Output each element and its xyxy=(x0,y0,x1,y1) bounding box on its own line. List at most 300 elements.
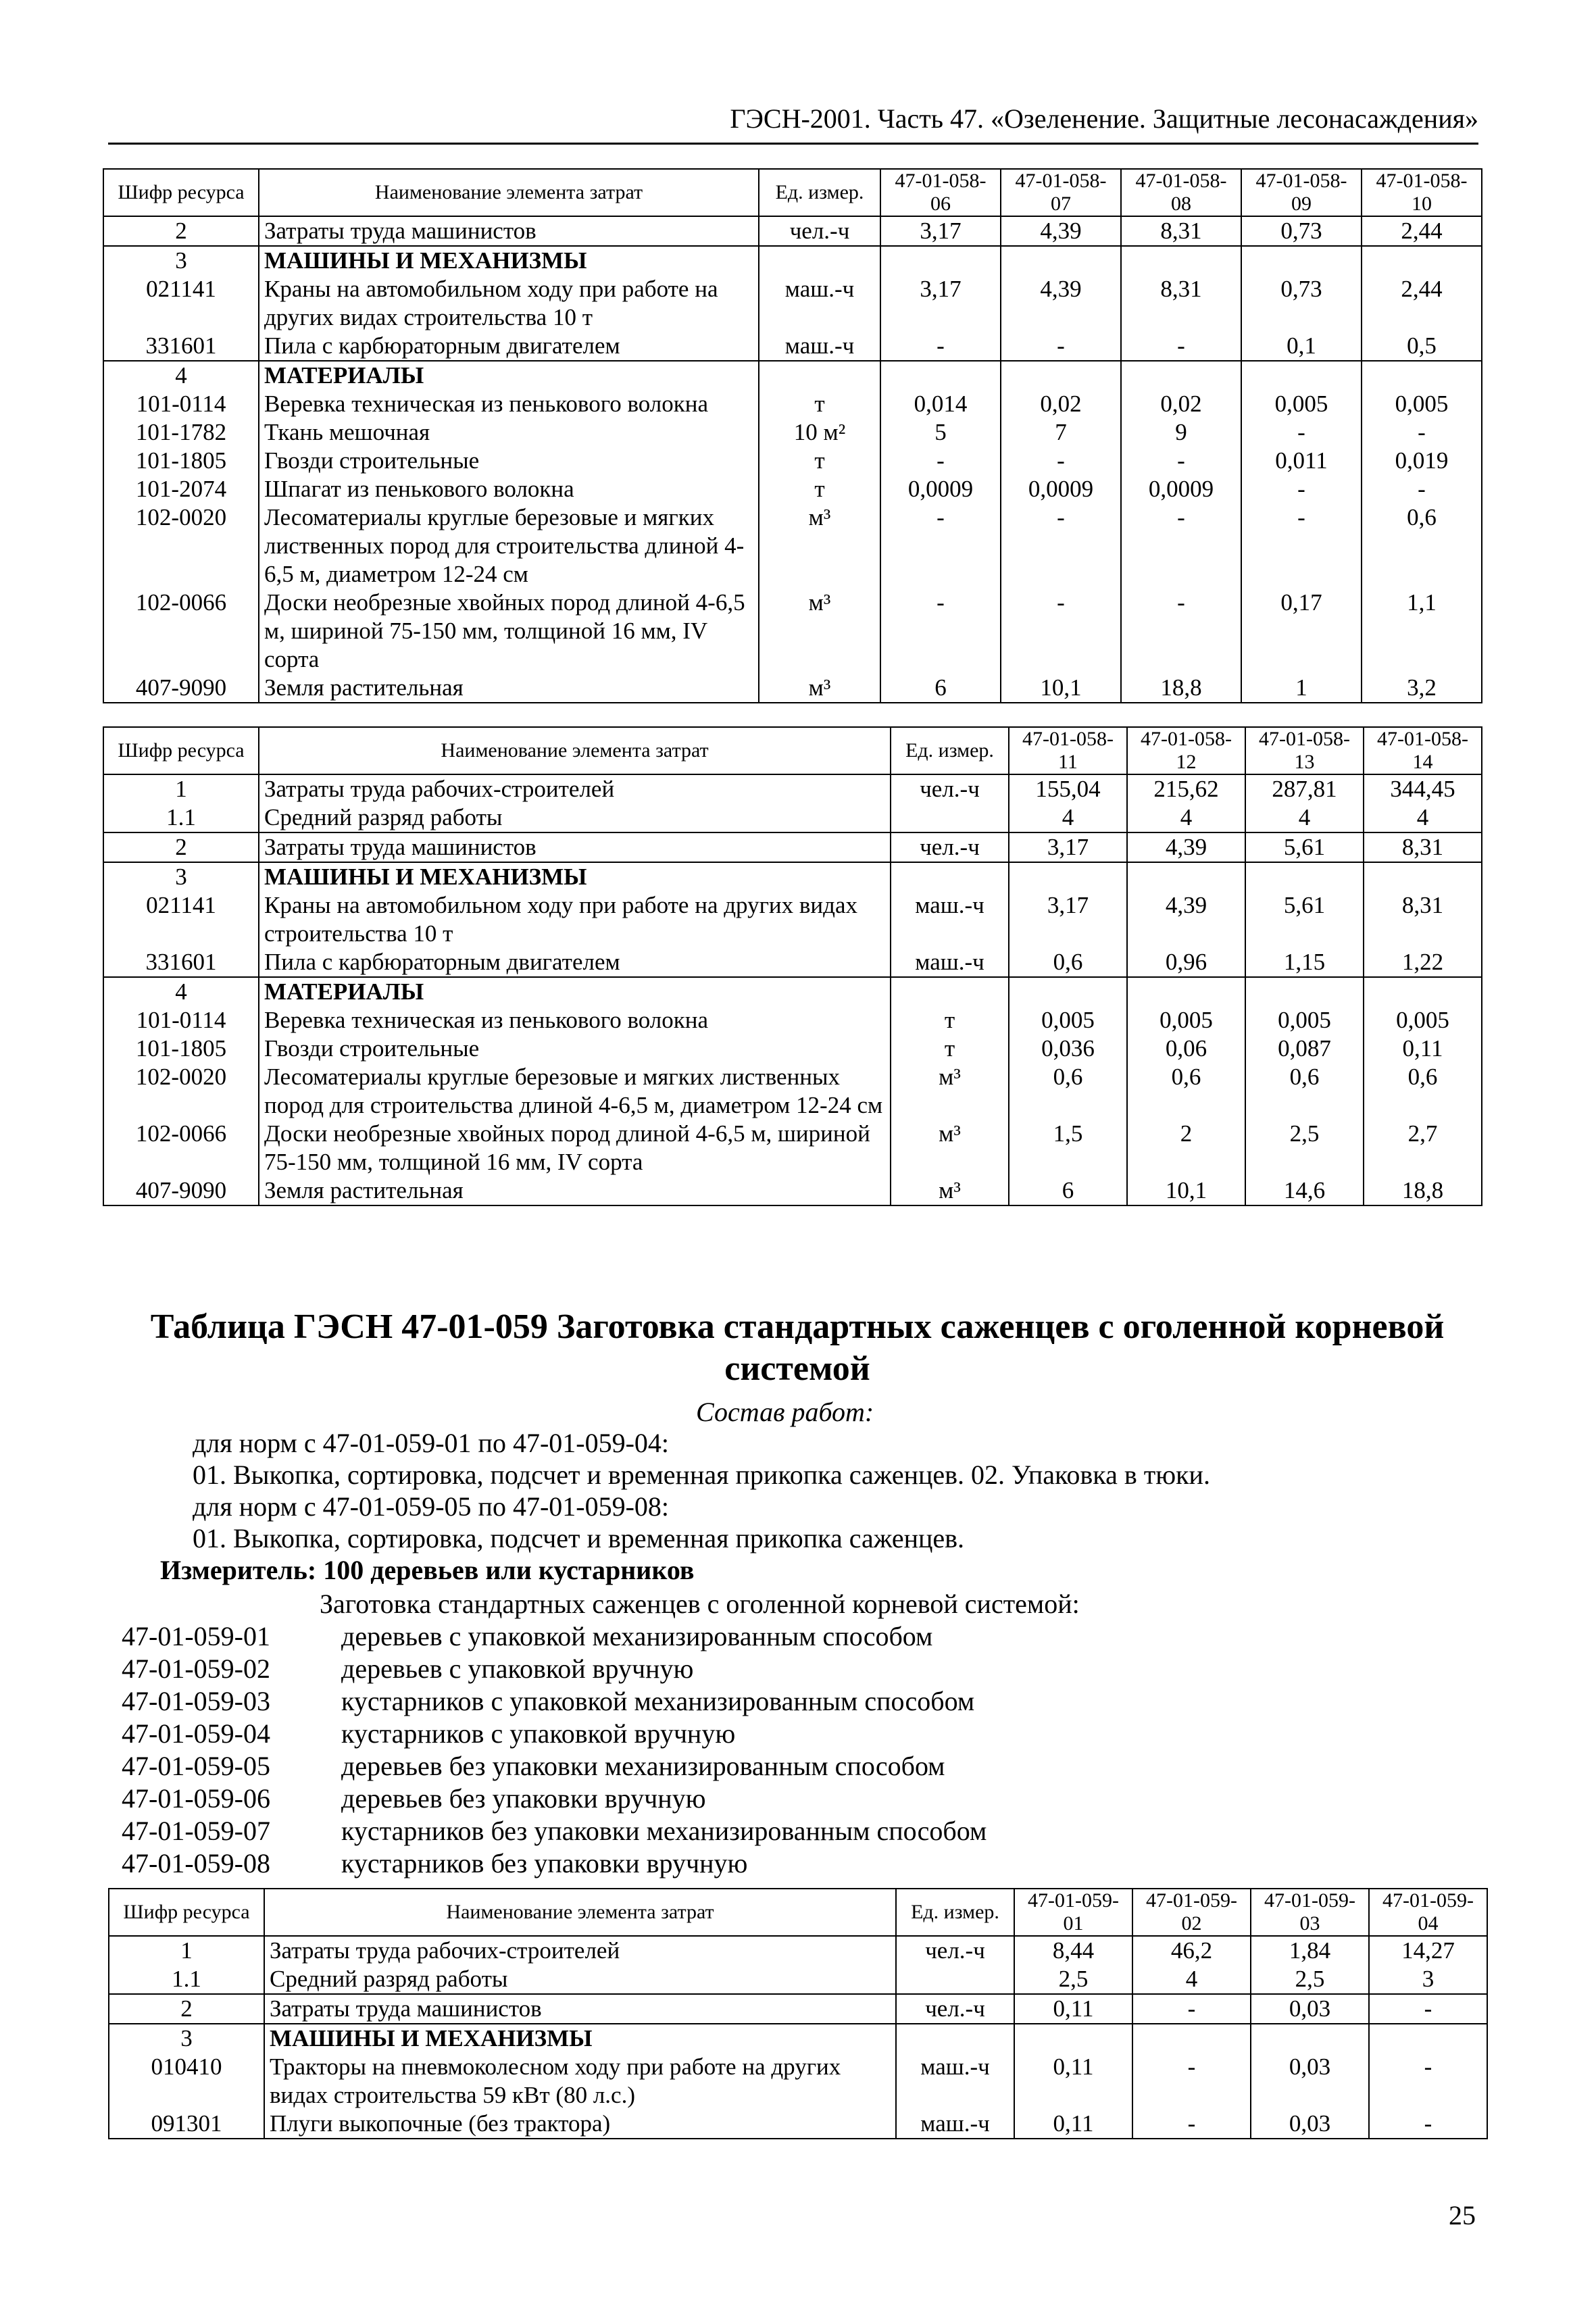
variant-desc: кустарников с упаковкой механизированным способом xyxy=(341,1686,975,1716)
norm-value-cell: 344,45 xyxy=(1364,774,1482,803)
cost-element-name-cell: Затраты труда машинистов xyxy=(259,216,759,246)
table-row xyxy=(109,2024,1487,2053)
table-row xyxy=(103,774,1482,803)
table-row xyxy=(103,475,1482,503)
unit-cell: м³ xyxy=(759,503,880,589)
norm-value-cell: 0,6 xyxy=(1127,1063,1245,1120)
variant-code: 47-01-059-03 xyxy=(122,1686,270,1716)
norm-value-cell: 287,81 xyxy=(1245,774,1364,803)
cost-element-name-cell: МАШИНЫ И МЕХАНИЗМЫ xyxy=(259,246,759,275)
norm-value-cell: - xyxy=(880,503,1001,589)
norm-value-cell: 5,61 xyxy=(1245,891,1364,948)
norm-value-cell: 14,27 xyxy=(1369,1936,1487,1965)
variants-title: Заготовка стандартных саженцев с оголенной корневой системой: xyxy=(320,1589,1080,1619)
norm-value-cell xyxy=(880,246,1001,275)
table-row xyxy=(103,332,1482,361)
unit-cell: маш.-ч xyxy=(759,275,880,332)
norm-value-cell: 5 xyxy=(880,418,1001,447)
norm-value-cell: 0,73 xyxy=(1241,275,1362,332)
norm-value-cell: 8,31 xyxy=(1364,891,1482,948)
norm-value-cell: 0,005 xyxy=(1245,1006,1364,1035)
cost-element-name-cell: Средний разряд работы xyxy=(264,1965,896,1994)
composition-title: Состав работ: xyxy=(696,1397,874,1427)
cost-element-name-cell: Краны на автомобильном ходу при работе на других видах строительства 10 т xyxy=(259,891,891,948)
variant-code: 47-01-059-02 xyxy=(122,1653,270,1684)
norm-value-cell: 1 xyxy=(1241,674,1362,703)
norm-value-cell: - xyxy=(1369,2110,1487,2139)
unit-cell: чел.-ч xyxy=(896,1994,1014,2024)
cost-element-name-cell: МАТЕРИАЛЫ xyxy=(259,361,759,390)
norm-value-cell: 2,44 xyxy=(1362,216,1482,246)
resource-code-cell: 1 xyxy=(109,1936,264,1965)
table-row xyxy=(103,503,1482,589)
unit-cell: т xyxy=(891,1006,1009,1035)
norm-value-cell: 2,44 xyxy=(1362,275,1482,332)
norm-value-cell: 5,61 xyxy=(1245,832,1364,862)
resource-code-cell: 4 xyxy=(103,977,259,1006)
unit-cell: т xyxy=(891,1035,1009,1063)
resource-code-cell: 3 xyxy=(109,2024,264,2053)
norm-value-cell: 18,8 xyxy=(1364,1176,1482,1205)
unit-cell: м³ xyxy=(891,1176,1009,1205)
norm-value-cell: 3 xyxy=(1369,1965,1487,1994)
norm-value-cell: 8,31 xyxy=(1121,275,1241,332)
table-row xyxy=(103,674,1482,703)
norm-value-cell: 14,6 xyxy=(1245,1176,1364,1205)
norm-value-cell: 0,06 xyxy=(1127,1035,1245,1063)
resource-code-cell: 091301 xyxy=(109,2110,264,2139)
norm-value-cell: - xyxy=(880,332,1001,361)
norm-value-cell: 0,6 xyxy=(1009,1063,1127,1120)
norm-value-cell: 0,6 xyxy=(1009,948,1127,977)
column-header: 47-01-058-12 xyxy=(1127,727,1245,774)
norm-value-cell: 0,005 xyxy=(1364,1006,1482,1035)
resource-code-cell: 407-9090 xyxy=(103,1176,259,1205)
cost-element-name-cell: Средний разряд работы xyxy=(259,803,891,832)
column-header: 47-01-059-02 xyxy=(1132,1889,1251,1936)
unit-cell: чел.-ч xyxy=(896,1936,1014,1965)
norm-value-cell: 4,39 xyxy=(1127,832,1245,862)
table-row xyxy=(103,832,1482,862)
table-row xyxy=(103,862,1482,891)
variant-desc: кустарников без упаковки вручную xyxy=(341,1848,748,1878)
norm-value-cell: - xyxy=(1001,332,1121,361)
norm-value-cell: - xyxy=(1362,418,1482,447)
norm-value-cell: 4,39 xyxy=(1127,891,1245,948)
norm-value-cell: 0,1 xyxy=(1241,332,1362,361)
table-row xyxy=(103,275,1482,332)
cost-element-name-cell: МАШИНЫ И МЕХАНИЗМЫ xyxy=(264,2024,896,2053)
table-row xyxy=(103,1035,1482,1063)
norm-value-cell: 0,5 xyxy=(1362,332,1482,361)
norm-value-cell xyxy=(1132,2024,1251,2053)
table-row xyxy=(103,361,1482,390)
cost-element-name-cell: Земля растительная xyxy=(259,674,759,703)
norm-value-cell: - xyxy=(1241,503,1362,589)
norm-value-cell xyxy=(1009,977,1127,1006)
norm-value-cell: 4 xyxy=(1127,803,1245,832)
norm-value-cell: 1,5 xyxy=(1009,1120,1127,1176)
table-row xyxy=(103,948,1482,977)
norm-value-cell xyxy=(1009,862,1127,891)
norm-value-cell: 215,62 xyxy=(1127,774,1245,803)
cost-element-name-cell: Земля растительная xyxy=(259,1176,891,1205)
resource-code-cell: 102-0066 xyxy=(103,589,259,674)
cost-element-name-cell: Тракторы на пневмоколесном ходу при работе на других видах строительства 59 кВт (80 л.с.) xyxy=(264,2053,896,2110)
cost-element-name-cell: Затраты труда рабочих-строителей xyxy=(259,774,891,803)
norm-value-cell: - xyxy=(1362,475,1482,503)
resource-code-cell: 101-1782 xyxy=(103,418,259,447)
cost-element-name-cell: Шпагат из пенькового волокна xyxy=(259,475,759,503)
header-rule xyxy=(108,143,1478,145)
table-row xyxy=(103,418,1482,447)
unit-cell xyxy=(759,246,880,275)
variant-desc: деревьев без упаковки вручную xyxy=(341,1783,706,1814)
norm-value-cell: 0,6 xyxy=(1362,503,1482,589)
norm-value-cell xyxy=(1001,246,1121,275)
column-header: Ед. измер. xyxy=(896,1889,1014,1936)
cost-element-name-cell: Веревка техническая из пенькового волокна xyxy=(259,390,759,418)
norm-value-cell: 2,7 xyxy=(1364,1120,1482,1176)
norm-value-cell xyxy=(1127,862,1245,891)
unit-cell: т xyxy=(759,447,880,475)
norm-value-cell: 18,8 xyxy=(1121,674,1241,703)
column-header: Наименование элемента затрат xyxy=(259,169,759,216)
norm-value-cell: 1,22 xyxy=(1364,948,1482,977)
column-header: Ед. измер. xyxy=(891,727,1009,774)
cost-element-name-cell: Затраты труда машинистов xyxy=(264,1994,896,2024)
column-header: 47-01-058-08 xyxy=(1121,169,1241,216)
norm-value-cell: 3,17 xyxy=(880,275,1001,332)
norm-value-cell: 0,036 xyxy=(1009,1035,1127,1063)
cost-element-name-cell: Затраты труда машинистов xyxy=(259,832,891,862)
resource-code-cell: 102-0066 xyxy=(103,1120,259,1176)
norm-value-cell: 10,1 xyxy=(1001,674,1121,703)
norm-value-cell: 0,96 xyxy=(1127,948,1245,977)
unit-cell: м³ xyxy=(759,674,880,703)
resource-code-cell: 101-0114 xyxy=(103,1006,259,1035)
variant-desc: кустарников с упаковкой вручную xyxy=(341,1718,736,1749)
norm-value-cell: 0,02 xyxy=(1001,390,1121,418)
norm-value-cell: 2 xyxy=(1127,1120,1245,1176)
resource-code-cell: 1 xyxy=(103,774,259,803)
norm-value-cell xyxy=(1245,862,1364,891)
norm-value-cell: - xyxy=(1132,2053,1251,2110)
norm-value-cell: 3,17 xyxy=(1009,891,1127,948)
table-row xyxy=(103,1006,1482,1035)
unit-cell: 10 м² xyxy=(759,418,880,447)
resource-code-cell: 2 xyxy=(103,216,259,246)
unit-cell: чел.-ч xyxy=(759,216,880,246)
norm-value-cell xyxy=(880,361,1001,390)
unit-cell: маш.-ч xyxy=(896,2110,1014,2139)
column-header: 47-01-059-01 xyxy=(1014,1889,1132,1936)
column-header: Наименование элемента затрат xyxy=(264,1889,896,1936)
norm-value-cell: 0,02 xyxy=(1121,390,1241,418)
table-row xyxy=(103,1120,1482,1176)
norm-value-cell: 155,04 xyxy=(1009,774,1127,803)
norm-value-cell xyxy=(1241,246,1362,275)
norm-value-cell: - xyxy=(1241,475,1362,503)
resource-code-cell: 3 xyxy=(103,246,259,275)
norm-value-cell: 4 xyxy=(1364,803,1482,832)
norm-value-cell: 0,0009 xyxy=(1121,475,1241,503)
cost-element-name-cell: Краны на автомобильном ходу при работе на других видах строительства 10 т xyxy=(259,275,759,332)
resource-code-cell: 101-2074 xyxy=(103,475,259,503)
table-row xyxy=(103,589,1482,674)
norm-value-cell: 2,5 xyxy=(1014,1965,1132,1994)
norm-value-cell: 0,014 xyxy=(880,390,1001,418)
meter: Измеритель: 100 деревьев или кустарников xyxy=(160,1555,695,1585)
column-header: Шифр ресурса xyxy=(103,727,259,774)
table-row xyxy=(103,390,1482,418)
norm-value-cell: 0,005 xyxy=(1009,1006,1127,1035)
resource-code-cell: 101-1805 xyxy=(103,447,259,475)
unit-cell: т xyxy=(759,475,880,503)
column-header: 47-01-058-07 xyxy=(1001,169,1121,216)
column-header: 47-01-058-06 xyxy=(880,169,1001,216)
norm-value-cell: 0,11 xyxy=(1014,2110,1132,2139)
norm-value-cell xyxy=(1127,977,1245,1006)
unit-cell: маш.-ч xyxy=(891,948,1009,977)
resource-code-cell: 331601 xyxy=(103,332,259,361)
cost-element-name-cell: Лесоматериалы круглые березовые и мягких лиственных пород для строительства длиной 4-6,5 м, диаметром 12-24 см xyxy=(259,503,759,589)
norm-value-cell: 3,17 xyxy=(880,216,1001,246)
unit-cell: маш.-ч xyxy=(896,2053,1014,2110)
unit-cell: т xyxy=(759,390,880,418)
cost-element-name-cell: МАТЕРИАЛЫ xyxy=(259,977,891,1006)
resource-code-cell: 021141 xyxy=(103,891,259,948)
norm-value-cell: - xyxy=(1121,503,1241,589)
norm-value-cell: 2,5 xyxy=(1251,1965,1369,1994)
norm-value-cell xyxy=(1121,361,1241,390)
norm-value-cell: - xyxy=(1241,418,1362,447)
norm-value-cell: 0,03 xyxy=(1251,1994,1369,2024)
norm-value-cell: 0,0009 xyxy=(1001,475,1121,503)
resource-code-cell: 102-0020 xyxy=(103,1063,259,1120)
norm-value-cell: 4 xyxy=(1132,1965,1251,1994)
unit-cell: маш.-ч xyxy=(759,332,880,361)
norm-value-cell: 0,03 xyxy=(1251,2110,1369,2139)
norm-value-cell: 3,17 xyxy=(1009,832,1127,862)
variant-desc: деревьев с упаковкой вручную xyxy=(341,1653,694,1684)
norm-value-cell: 7 xyxy=(1001,418,1121,447)
cost-element-name-cell: Гвозди строительные xyxy=(259,1035,891,1063)
norm-value-cell: - xyxy=(880,589,1001,674)
table-row xyxy=(109,1936,1487,1965)
norm-value-cell: 0,005 xyxy=(1362,390,1482,418)
norm-value-cell: 0,0009 xyxy=(880,475,1001,503)
table-row xyxy=(109,1965,1487,1994)
norm-value-cell: 6 xyxy=(880,674,1001,703)
cost-element-name-cell: Лесоматериалы круглые березовые и мягких лиственных пород для строительства длиной 4-6,5 м, диаметром 12-24 см xyxy=(259,1063,891,1120)
resource-code-cell: 331601 xyxy=(103,948,259,977)
column-header: 47-01-059-04 xyxy=(1369,1889,1487,1936)
variant-code: 47-01-059-06 xyxy=(122,1783,270,1814)
norm-value-cell: 0,6 xyxy=(1245,1063,1364,1120)
cost-element-name-cell: МАШИНЫ И МЕХАНИЗМЫ xyxy=(259,862,891,891)
page-header: ГЭСН-2001. Часть 47. «Озеленение. Защитные лесонасаждения» xyxy=(730,103,1478,134)
norm-value-cell: 3,2 xyxy=(1362,674,1482,703)
norm-value-cell: 0,73 xyxy=(1241,216,1362,246)
composition-line: 01. Выкопка, сортировка, подсчет и временная прикопка саженцев. xyxy=(193,1523,965,1553)
table-row xyxy=(103,447,1482,475)
norm-value-cell xyxy=(1364,862,1482,891)
unit-cell: м³ xyxy=(891,1063,1009,1120)
resource-code-cell: 3 xyxy=(103,862,259,891)
norm-value-cell: 0,087 xyxy=(1245,1035,1364,1063)
norm-value-cell: 0,6 xyxy=(1364,1063,1482,1120)
composition-line: для норм с 47-01-059-01 по 47-01-059-04: xyxy=(193,1428,670,1458)
norm-value-cell: - xyxy=(880,447,1001,475)
table-row xyxy=(103,891,1482,948)
cost-element-name-cell: Веревка техническая из пенькового волокна xyxy=(259,1006,891,1035)
norm-value-cell: 0,005 xyxy=(1127,1006,1245,1035)
resource-code-cell: 010410 xyxy=(109,2053,264,2110)
norm-value-cell: 4,39 xyxy=(1001,275,1121,332)
norm-value-cell: 0,17 xyxy=(1241,589,1362,674)
norm-value-cell: 6 xyxy=(1009,1176,1127,1205)
norm-value-cell: 9 xyxy=(1121,418,1241,447)
table-row xyxy=(103,216,1482,246)
unit-cell xyxy=(896,2024,1014,2053)
resource-code-cell: 1.1 xyxy=(103,803,259,832)
column-header: 47-01-058-10 xyxy=(1362,169,1482,216)
resource-code-cell: 407-9090 xyxy=(103,674,259,703)
norm-value-cell: 46,2 xyxy=(1132,1936,1251,1965)
table-row xyxy=(109,2110,1487,2139)
norm-value-cell: 4 xyxy=(1245,803,1364,832)
composition-line: для норм с 47-01-059-05 по 47-01-059-08: xyxy=(193,1491,670,1522)
column-header: 47-01-059-03 xyxy=(1251,1889,1369,1936)
norm-value-cell: 4,39 xyxy=(1001,216,1121,246)
page-number: 25 xyxy=(1449,2200,1476,2231)
norm-value-cell: 0,011 xyxy=(1241,447,1362,475)
table-row xyxy=(103,246,1482,275)
norm-value-cell: 0,11 xyxy=(1364,1035,1482,1063)
cost-element-name-cell: Ткань мешочная xyxy=(259,418,759,447)
norm-value-cell: - xyxy=(1369,2053,1487,2110)
table-row xyxy=(103,1063,1482,1120)
norm-value-cell xyxy=(1362,246,1482,275)
cost-element-name-cell: Гвозди строительные xyxy=(259,447,759,475)
norm-value-cell: - xyxy=(1121,447,1241,475)
norm-value-cell: - xyxy=(1132,1994,1251,2024)
cost-element-name-cell: Пила с карбюраторным двигателем xyxy=(259,332,759,361)
cost-element-name-cell: Доски необрезные хвойных пород длиной 4-6,5 м, шириной 75-150 мм, толщиной 16 мм, IV сорта xyxy=(259,1120,891,1176)
section-title: Таблица ГЭСН 47-01-059 Заготовка стандартных саженцев с оголенной корневой системой xyxy=(150,1308,1445,1388)
norm-value-cell: 8,44 xyxy=(1014,1936,1132,1965)
resource-code-cell: 2 xyxy=(109,1994,264,2024)
composition-line: 01. Выкопка, сортировка, подсчет и временная прикопка саженцев. 02. Упаковка в тюки. xyxy=(193,1460,1210,1490)
norm-value-cell xyxy=(1001,361,1121,390)
unit-cell: м³ xyxy=(891,1120,1009,1176)
norm-value-cell xyxy=(1014,2024,1132,2053)
variant-code: 47-01-059-05 xyxy=(122,1751,270,1781)
column-header: 47-01-058-11 xyxy=(1009,727,1127,774)
table-row xyxy=(109,2053,1487,2110)
norm-value-cell xyxy=(1364,977,1482,1006)
variant-code: 47-01-059-08 xyxy=(122,1848,270,1878)
unit-cell xyxy=(896,1965,1014,1994)
norm-value-cell: 0,03 xyxy=(1251,2053,1369,2110)
unit-cell: м³ xyxy=(759,589,880,674)
norm-value-cell: - xyxy=(1001,447,1121,475)
norm-value-cell: 0,005 xyxy=(1241,390,1362,418)
norm-value-cell xyxy=(1241,361,1362,390)
norm-value-cell: - xyxy=(1121,332,1241,361)
resource-code-cell: 021141 xyxy=(103,275,259,332)
norm-value-cell: - xyxy=(1001,589,1121,674)
resource-table-058-06-10 xyxy=(103,168,1482,703)
unit-cell: чел.-ч xyxy=(891,832,1009,862)
norm-value-cell: - xyxy=(1132,2110,1251,2139)
cost-element-name-cell: Пила с карбюраторным двигателем xyxy=(259,948,891,977)
norm-value-cell xyxy=(1121,246,1241,275)
norm-value-cell xyxy=(1251,2024,1369,2053)
norm-value-cell: 0,11 xyxy=(1014,1994,1132,2024)
column-header: Наименование элемента затрат xyxy=(259,727,891,774)
variant-code: 47-01-059-01 xyxy=(122,1621,270,1651)
norm-value-cell: 2,5 xyxy=(1245,1120,1364,1176)
norm-value-cell: - xyxy=(1121,589,1241,674)
table-row xyxy=(103,803,1482,832)
table-row xyxy=(103,1176,1482,1205)
norm-value-cell xyxy=(1369,2024,1487,2053)
resource-code-cell: 2 xyxy=(103,832,259,862)
norm-value-cell: - xyxy=(1369,1994,1487,2024)
norm-value-cell: 1,15 xyxy=(1245,948,1364,977)
cost-element-name-cell: Доски необрезные хвойных пород длиной 4-6,5 м, шириной 75-150 мм, толщиной 16 мм, IV сорта xyxy=(259,589,759,674)
unit-cell xyxy=(891,803,1009,832)
table-row xyxy=(109,1994,1487,2024)
norm-value-cell: 8,31 xyxy=(1364,832,1482,862)
norm-value-cell: - xyxy=(1001,503,1121,589)
variant-code: 47-01-059-04 xyxy=(122,1718,270,1749)
column-header: 47-01-058-13 xyxy=(1245,727,1364,774)
table-row xyxy=(103,977,1482,1006)
column-header: Шифр ресурса xyxy=(109,1889,264,1936)
norm-value-cell xyxy=(1362,361,1482,390)
variant-code: 47-01-059-07 xyxy=(122,1816,270,1846)
unit-cell: чел.-ч xyxy=(891,774,1009,803)
variant-desc: кустарников без упаковки механизированным способом xyxy=(341,1816,987,1846)
resource-code-cell: 102-0020 xyxy=(103,503,259,589)
resource-code-cell: 101-0114 xyxy=(103,390,259,418)
column-header: 47-01-058-14 xyxy=(1364,727,1482,774)
resource-table-058-11-14 xyxy=(103,726,1482,1206)
resource-code-cell: 1.1 xyxy=(109,1965,264,1994)
norm-value-cell: 4 xyxy=(1009,803,1127,832)
column-header: Ед. измер. xyxy=(759,169,880,216)
unit-cell xyxy=(891,977,1009,1006)
norm-value-cell: 0,019 xyxy=(1362,447,1482,475)
cost-element-name-cell: Затраты труда рабочих-строителей xyxy=(264,1936,896,1965)
variant-desc: деревьев с упаковкой механизированным способом xyxy=(341,1621,933,1651)
norm-value-cell: 0,11 xyxy=(1014,2053,1132,2110)
norm-value-cell: 10,1 xyxy=(1127,1176,1245,1205)
column-header: Шифр ресурса xyxy=(103,169,259,216)
unit-cell: маш.-ч xyxy=(891,891,1009,948)
cost-element-name-cell: Плуги выкопочные (без трактора) xyxy=(264,2110,896,2139)
norm-value-cell: 1,1 xyxy=(1362,589,1482,674)
resource-code-cell: 4 xyxy=(103,361,259,390)
resource-code-cell: 101-1805 xyxy=(103,1035,259,1063)
column-header: 47-01-058-09 xyxy=(1241,169,1362,216)
variant-desc: деревьев без упаковки механизированным способом xyxy=(341,1751,945,1781)
norm-value-cell: 8,31 xyxy=(1121,216,1241,246)
resource-table-059-01-04 xyxy=(108,1888,1488,2139)
